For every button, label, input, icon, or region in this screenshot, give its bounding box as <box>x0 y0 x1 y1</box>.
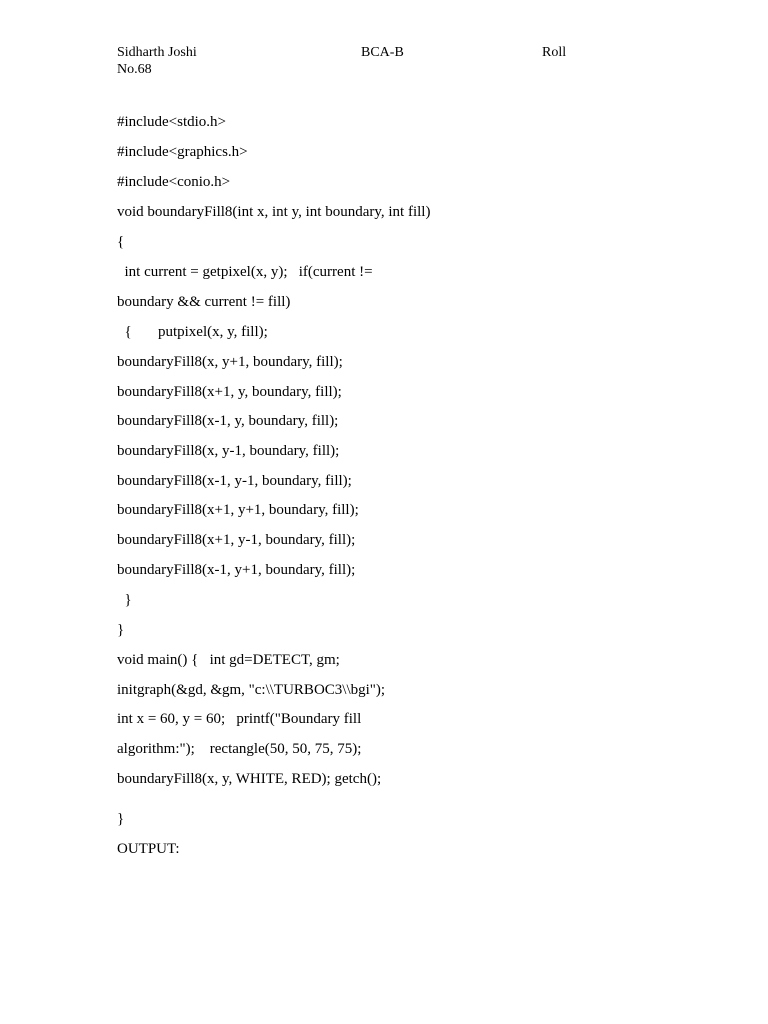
code-line: boundaryFill8(x+1, y, boundary, fill); <box>117 384 342 400</box>
code-line: boundaryFill8(x-1, y, boundary, fill); <box>117 413 339 429</box>
code-line: } <box>117 592 132 608</box>
code-line: boundaryFill8(x-1, y+1, boundary, fill); <box>117 562 356 578</box>
code-line: boundaryFill8(x, y, WHITE, RED); getch(); <box>117 771 382 787</box>
roll-label: Roll <box>542 45 567 60</box>
code-line: int current = getpixel(x, y); if(current != <box>117 264 373 280</box>
code-line: boundaryFill8(x, y-1, boundary, fill); <box>117 443 340 459</box>
code-line: #include<stdio.h> <box>117 114 226 130</box>
code-line: boundaryFill8(x, y+1, boundary, fill); <box>117 354 343 370</box>
roll-number: No.68 <box>117 62 152 77</box>
code-line: algorithm:"); rectangle(50, 50, 75, 75); <box>117 741 362 757</box>
code-line: boundaryFill8(x+1, y-1, boundary, fill); <box>117 532 356 548</box>
class-section: BCA-B <box>361 45 404 60</box>
code-line: initgraph(&gd, &gm, "c:\\TURBOC3\\bgi"); <box>117 682 386 698</box>
code-line: { <box>117 234 125 250</box>
code-line: } <box>117 622 125 638</box>
code-line: int x = 60, y = 60; printf("Boundary fill <box>117 711 362 727</box>
code-line: boundaryFill8(x-1, y-1, boundary, fill); <box>117 473 352 489</box>
code-line: { putpixel(x, y, fill); <box>117 324 268 340</box>
code-line: void main() { int gd=DETECT, gm; <box>117 652 340 668</box>
code-line: boundary && current != fill) <box>117 294 291 310</box>
page-header <box>117 45 637 81</box>
code-line: void boundaryFill8(int x, int y, int boundary, int fill) <box>117 204 431 220</box>
output-heading: OUTPUT: <box>117 841 180 857</box>
code-line: } <box>117 811 125 827</box>
code-line: boundaryFill8(x+1, y+1, boundary, fill); <box>117 502 359 518</box>
student-name: Sidharth Joshi <box>117 45 197 60</box>
code-line: #include<conio.h> <box>117 174 231 190</box>
code-line: #include<graphics.h> <box>117 144 248 160</box>
